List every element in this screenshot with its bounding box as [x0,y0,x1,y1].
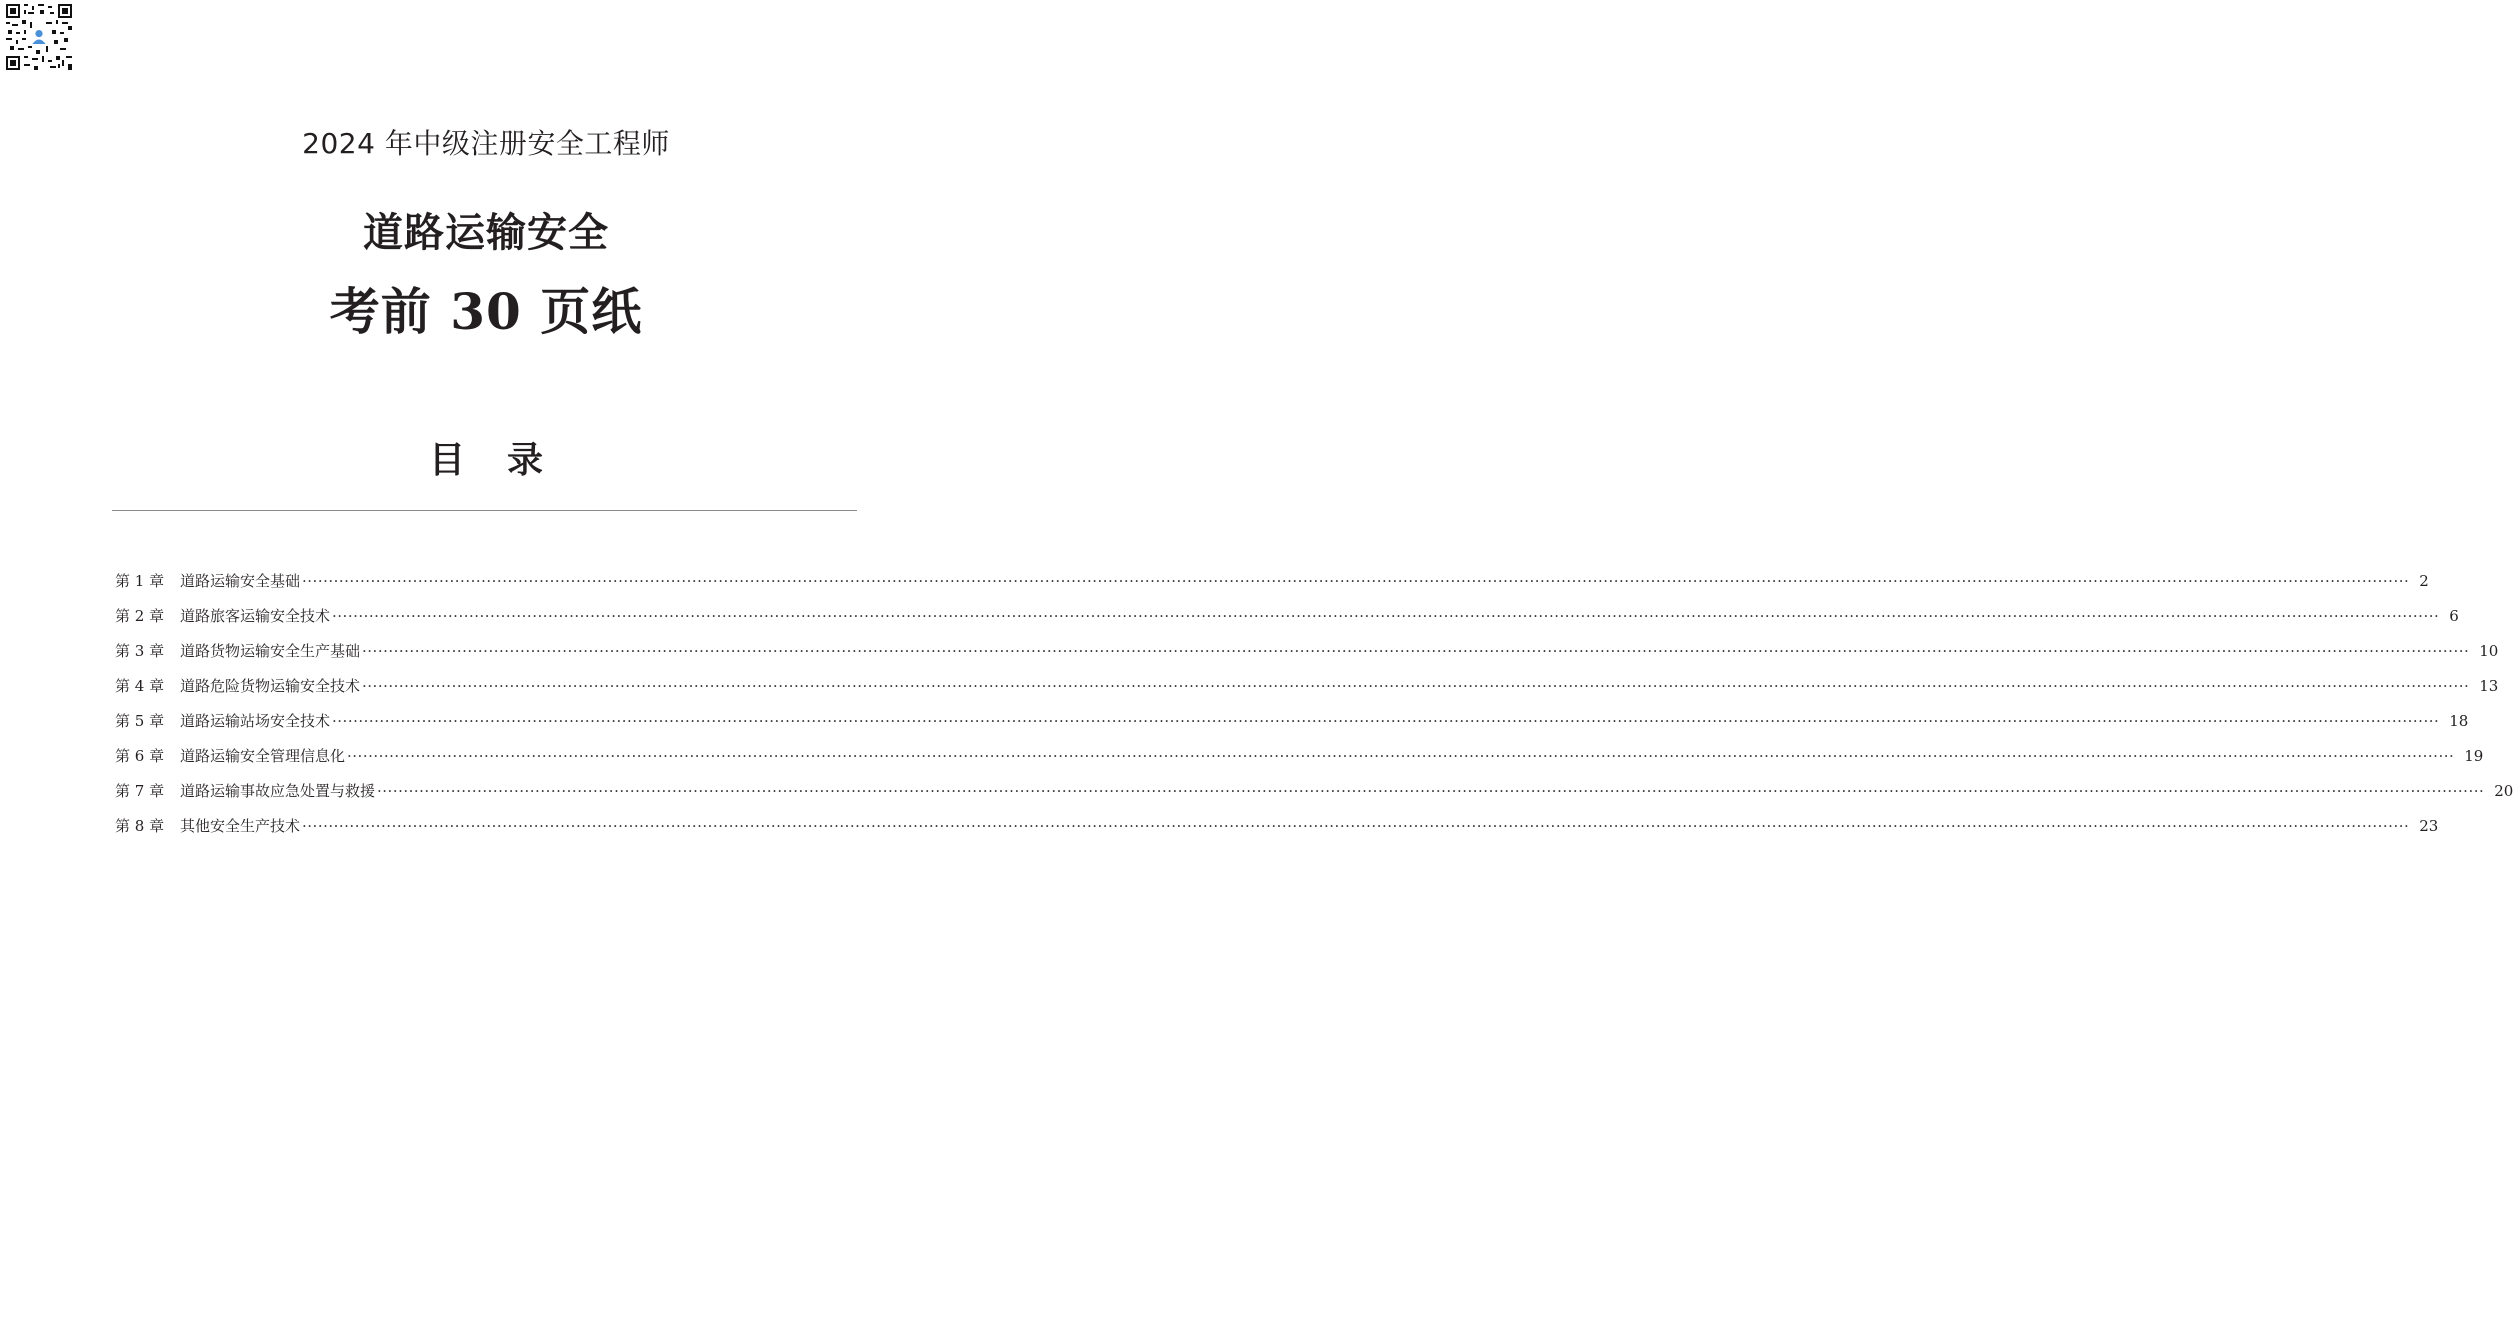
toc-chapter-title: 道路运输安全管理信息化 [180,747,346,765]
toc-chapter-number: 第 7 章 [115,782,165,800]
toc-page-number: 6 [2449,607,2459,625]
toc-chapter-title: 道路货物运输安全生产基础 [180,642,361,660]
toc-entry[interactable] [115,745,2484,780]
dot-leader: ················································································································································································································································································································································································································ [332,712,2440,730]
toc-chapter-number: 第 5 章 [115,712,165,730]
toc-entry[interactable] [115,710,2469,745]
toc-page-number: 20 [2494,782,2514,800]
toc-page-number: 19 [2464,747,2484,765]
toc-entry[interactable] [115,675,2499,710]
toc-entry[interactable] [115,605,2459,640]
dot-leader: ················································································································································································································································································································································································································ [377,782,2485,800]
toc-chapter-number: 第 3 章 [115,642,165,660]
toc-entry[interactable] [115,640,2499,675]
dot-leader: ················································································································································································································································································································································································································ [362,677,2470,695]
toc-page-number: 23 [2419,817,2439,835]
toc-chapter-title: 道路运输站场安全技术 [180,712,331,730]
book-title: 考前 30 页纸 [329,282,643,341]
dot-leader: ················································································································································································································································································································································································································ [302,572,2410,590]
toc-chapter-number: 第 2 章 [115,607,165,625]
toc-entry[interactable] [115,570,2429,605]
toc-entry[interactable] [115,780,2514,815]
dot-leader: ················································································································································································································································································································································································································ [332,607,2440,625]
divider [112,510,857,511]
toc-page-number: 13 [2479,677,2499,695]
toc-list [115,570,2514,850]
toc-entry[interactable] [115,815,2439,850]
toc-chapter-number: 第 6 章 [115,747,165,765]
toc-chapter-title: 其他安全生产技术 [180,817,301,835]
toc-page-number: 2 [2419,572,2429,590]
toc-chapter-title: 道路旅客运输安全技术 [180,607,331,625]
dot-leader: ················································································································································································································································································································································································································ [302,817,2410,835]
toc-chapter-number: 第 4 章 [115,677,165,695]
toc-chapter-title: 道路运输事故应急处置与救援 [180,782,376,800]
toc-chapter-title: 道路危险货物运输安全技术 [180,677,361,695]
toc-page-number: 10 [2479,642,2499,660]
toc-chapter-number: 第 8 章 [115,817,165,835]
dot-leader: ················································································································································································································································································································································································································ [362,642,2470,660]
exam-year-title: 2024 年中级注册安全工程师 [302,127,670,160]
subject-title: 道路运输安全 [363,210,609,256]
dot-leader: ················································································································································································································································································································································································································ [347,747,2455,765]
toc-page-number: 18 [2449,712,2469,730]
qr-code-icon [6,4,72,70]
toc-heading: 目录 [428,439,585,481]
toc-chapter-number: 第 1 章 [115,572,165,590]
toc-chapter-title: 道路运输安全基础 [180,572,301,590]
